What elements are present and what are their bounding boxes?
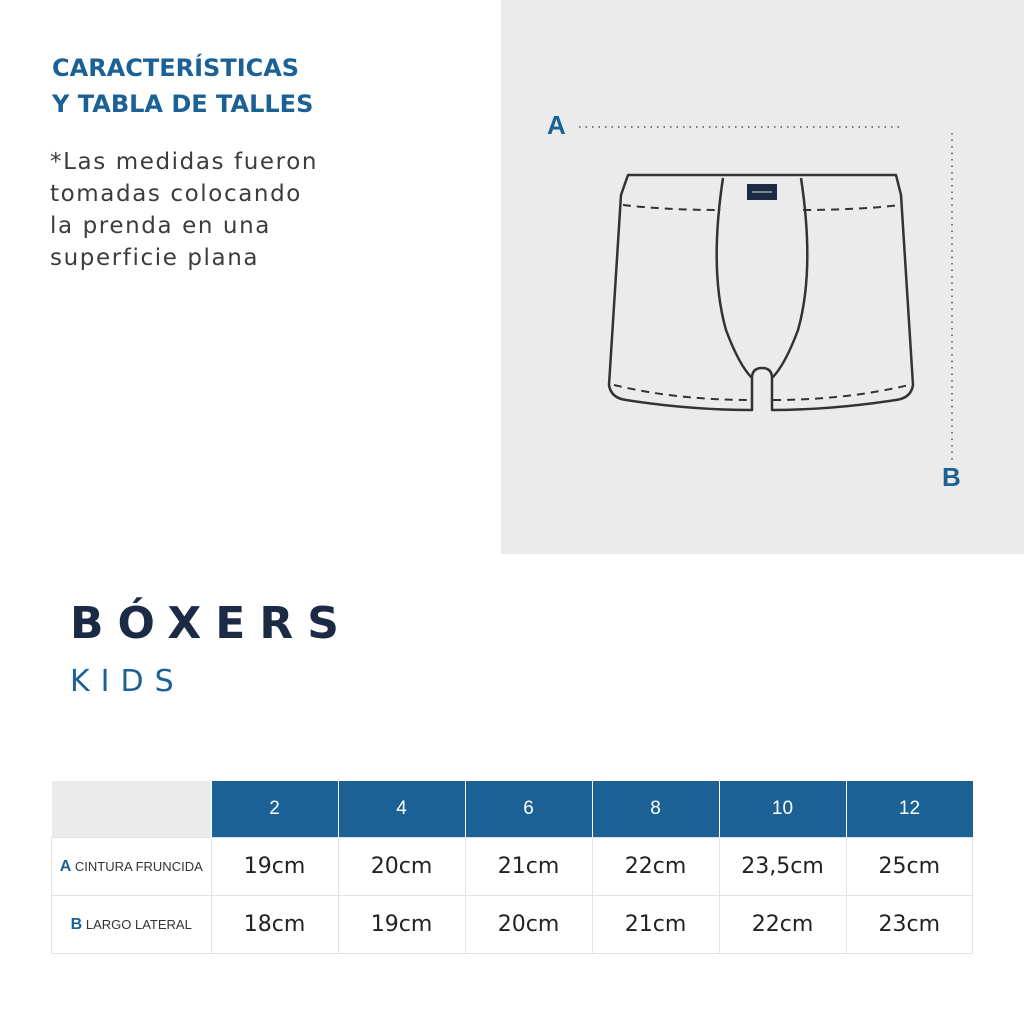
product-subtitle: KIDS: [70, 664, 185, 699]
table-row: [52, 838, 973, 896]
row-letter: B: [70, 915, 83, 933]
size-header: 2: [211, 781, 338, 838]
size-header: 12: [846, 781, 973, 838]
table-cell: 23cm: [846, 896, 973, 954]
size-header: 10: [719, 781, 846, 838]
pouch-left: [717, 178, 752, 378]
table-cell: 20cm: [338, 838, 465, 896]
table-cell: 22cm: [592, 838, 719, 896]
row-letter: A: [59, 857, 72, 875]
size-header-row: [52, 781, 973, 838]
dimension-label-b: B: [942, 462, 961, 492]
row-label-largo: [52, 896, 212, 954]
page-title: [52, 50, 313, 122]
note-line-1: *Las medidas fueron: [50, 149, 319, 175]
table-row: [52, 896, 973, 954]
row-label-text: CINTURA FRUNCIDA: [74, 858, 203, 874]
row-label-text: LARGO LATERAL: [85, 916, 192, 932]
boxer-body: [609, 175, 913, 410]
title-line-2: Y TABLA DE TALLES: [52, 90, 314, 118]
size-table: [51, 781, 973, 954]
table-cell: 18cm: [211, 896, 338, 954]
table-cell: 25cm: [846, 838, 973, 896]
note-line-3: la prenda en una: [50, 213, 271, 239]
size-header: 4: [338, 781, 465, 838]
table-cell: 20cm: [465, 896, 592, 954]
garment-diagram-panel: [501, 0, 1024, 554]
title-line-1: CARACTERÍSTICAS: [52, 54, 300, 82]
size-header: 8: [592, 781, 719, 838]
note-line-4: superficie plana: [50, 245, 260, 271]
table-cell: 21cm: [465, 838, 592, 896]
size-header: 6: [465, 781, 592, 838]
table-cell: 21cm: [592, 896, 719, 954]
product-title: BÓXERS: [70, 598, 353, 649]
table-cell: 22cm: [719, 896, 846, 954]
pouch-right: [772, 178, 807, 378]
table-cell: 19cm: [338, 896, 465, 954]
table-cell: 19cm: [211, 838, 338, 896]
row-label-cintura: [52, 838, 212, 896]
table-cell: 23,5cm: [719, 838, 846, 896]
note-line-2: tomadas colocando: [50, 181, 302, 207]
dimension-label-a: A: [547, 110, 566, 140]
measurement-note: [50, 146, 318, 274]
table-corner: [52, 781, 212, 838]
